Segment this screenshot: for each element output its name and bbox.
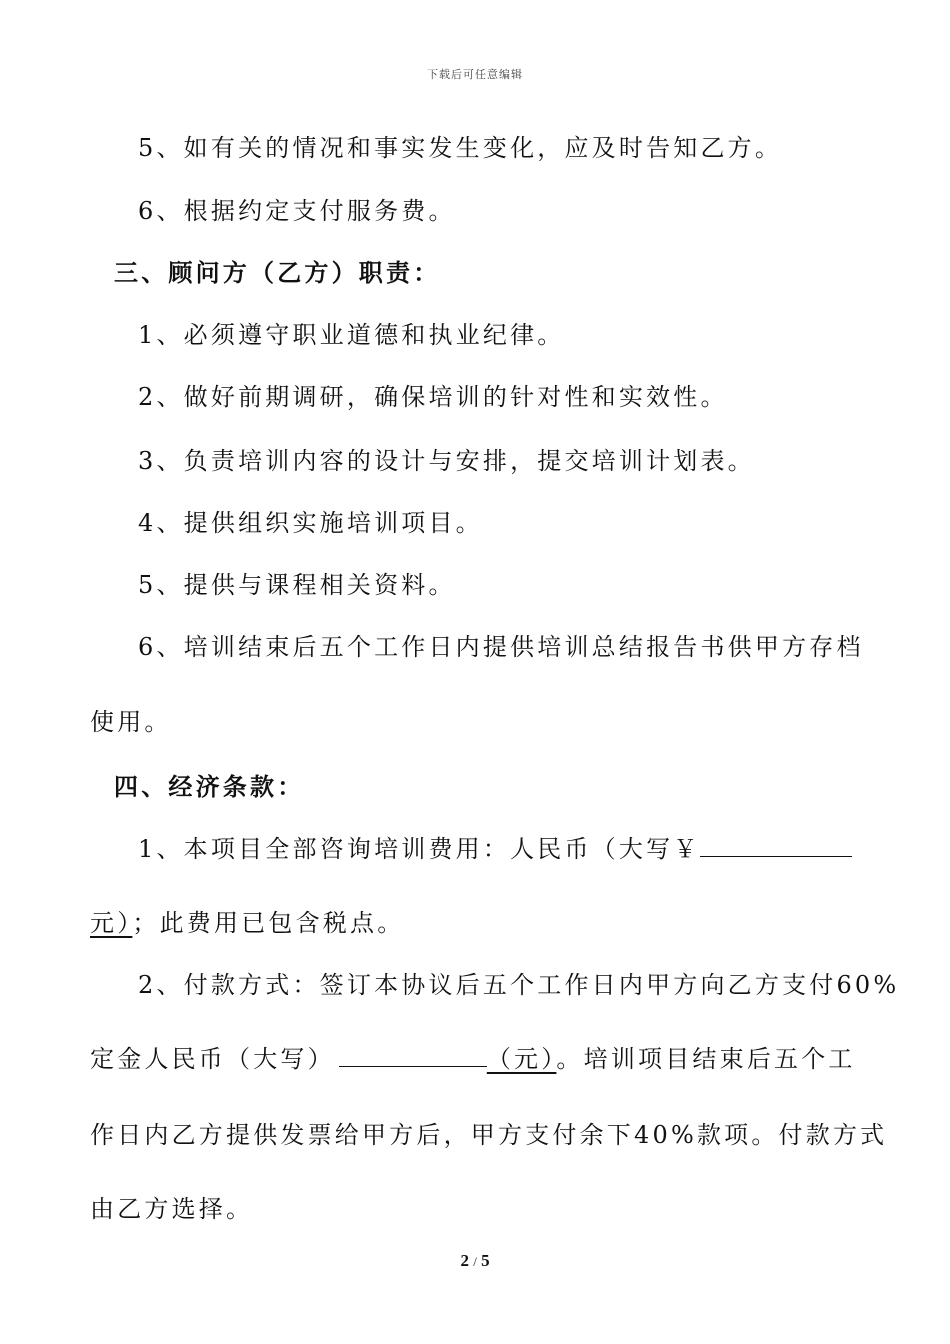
payment-text-a: 定金人民币（大写） [90, 1045, 335, 1073]
fee-item-1-line1 [138, 834, 852, 864]
payment-text-b: 。培训项目结束后五个工 [556, 1045, 856, 1073]
payment-item-2-line2 [90, 1044, 856, 1074]
fee-unit-underlined: 元） [90, 909, 133, 937]
consultant-item-6-line1: 6、培训结束后五个工作日内提供培训总结报告书供甲方存档 [138, 633, 864, 661]
payment-item-2-line3: 作日内乙方提供发票给甲方后，甲方支付余下40%款项。付款方式 [90, 1121, 888, 1149]
section-heading-4: 四、经济条款： [114, 772, 305, 801]
payment-unit-underlined: （元） [486, 1045, 557, 1073]
section-heading-3: 三、顾问方（乙方）职责： [114, 258, 441, 287]
consultant-item-5: 5、提供与课程相关资料。 [138, 571, 456, 599]
fee-item-1-line2 [90, 908, 404, 938]
amount-blank-1 [700, 834, 852, 857]
consultant-item-3: 3、负责培训内容的设计与安排，提交培训计划表。 [138, 447, 755, 475]
total-pages: 5 [481, 1251, 490, 1270]
fee-item-1-text: 1、本项目全部咨询培训费用：人民币（大写￥ [138, 835, 701, 863]
payment-item-2-line4: 由乙方选择。 [90, 1195, 254, 1223]
fee-item-1-rest: ；此费用已包含税点。 [132, 909, 405, 937]
consultant-item-6-line2: 使用。 [90, 708, 172, 736]
amount-blank-2 [339, 1044, 487, 1067]
current-page: 2 [460, 1251, 469, 1270]
duty-item-5: 5、如有关的情况和事实发生变化，应及时告知乙方。 [138, 134, 783, 162]
page-number [0, 1251, 950, 1271]
consultant-item-4: 4、提供组织实施培训项目。 [138, 509, 483, 537]
payment-item-2-line1: 2、付款方式：签订本协议后五个工作日内甲方向乙方支付60% [138, 971, 900, 999]
page-separator: / [473, 1254, 477, 1269]
consultant-item-2: 2、做好前期调研，确保培训的针对性和实效性。 [138, 383, 728, 411]
consultant-item-1: 1、必须遵守职业道德和执业纪律。 [138, 321, 565, 349]
duty-item-6: 6、根据约定支付服务费。 [138, 197, 456, 225]
page-header: 下载后可任意编辑 [427, 68, 523, 81]
